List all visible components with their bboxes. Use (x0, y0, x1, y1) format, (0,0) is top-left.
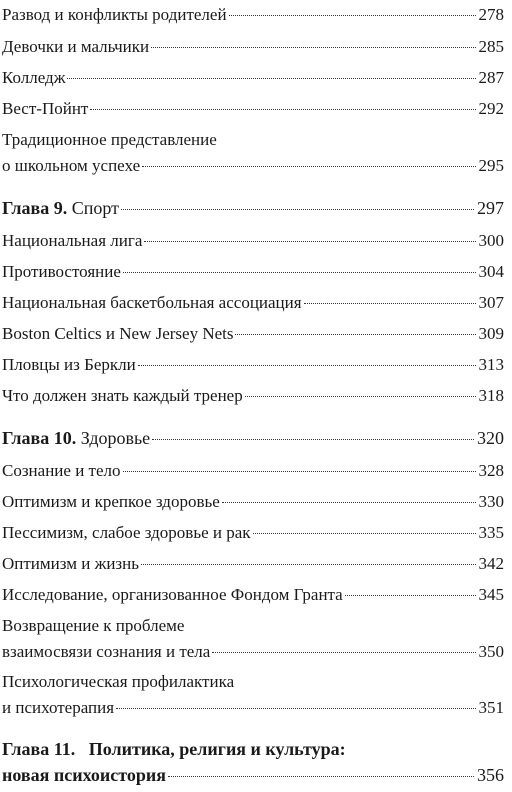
dot-leader (235, 334, 475, 335)
chapter-title: Спорт (71, 198, 120, 218)
toc-entry-title: Национальная баскетбольная ассоциация (2, 293, 302, 312)
toc-entry-page: 345 (478, 585, 504, 604)
toc-entry (2, 2, 504, 28)
toc-entry-page: 292 (478, 99, 504, 118)
toc-entry-title-line1: Традиционное представление (2, 130, 217, 149)
toc-entry (2, 228, 504, 254)
toc-entry (2, 321, 504, 347)
toc-entry-page: 285 (478, 37, 504, 56)
toc-entry (2, 383, 504, 409)
toc-chapter-entry (2, 736, 504, 788)
toc-entry-page: 351 (478, 698, 504, 717)
toc-entry (2, 613, 504, 665)
dot-leader (121, 209, 474, 210)
toc-entry (2, 551, 504, 577)
toc-entry-page: 320 (477, 428, 504, 448)
toc-entry-page: 295 (478, 156, 504, 175)
toc-entry-page: 297 (477, 198, 504, 218)
chapter-label: Глава 11. (2, 739, 76, 759)
toc-entry (2, 352, 504, 378)
toc-entry-title: Девочки и мальчики (2, 37, 150, 56)
dot-leader (304, 303, 476, 304)
toc-entry (2, 34, 504, 60)
toc-entry-title: Boston Celtics и New Jersey Nets (2, 324, 234, 343)
dot-leader (152, 439, 474, 440)
toc-entry-page: 300 (478, 231, 504, 250)
toc-entry-page: 304 (478, 262, 504, 281)
toc-entry-page: 313 (478, 355, 504, 374)
toc-entry (2, 96, 504, 122)
toc-entry (2, 65, 504, 91)
dot-leader (151, 47, 475, 48)
toc-entry-page: 309 (478, 324, 504, 343)
toc-entry (2, 520, 504, 546)
toc-entry-title: Что должен знать каждый тренер (2, 386, 243, 405)
toc-entry-title: Национальная лига (2, 231, 143, 250)
toc-entry-title: Развод и конфликты родителей (2, 5, 227, 24)
dot-leader (253, 533, 476, 534)
toc-chapter-entry (2, 195, 504, 221)
toc-entry-title: Оптимизм и жизнь (2, 554, 139, 573)
toc-entry-page: 330 (478, 492, 504, 511)
toc-chapter-entry (2, 425, 504, 451)
toc-entry (2, 669, 504, 721)
toc-entry (2, 127, 504, 179)
toc-entry (2, 458, 504, 484)
toc-entry-page: 350 (478, 642, 504, 661)
toc-entry-title-line1: Психологическая профилактика (2, 672, 235, 691)
toc-entry-page: 342 (478, 554, 504, 573)
toc-entry-page: 356 (477, 765, 504, 785)
dot-leader (345, 595, 476, 596)
toc-entry-page: 335 (478, 523, 504, 542)
toc-entry (2, 489, 504, 515)
dot-leader (123, 471, 476, 472)
toc-entry-title: Вест-Пойнт (2, 99, 89, 118)
toc-entry (2, 290, 504, 316)
dot-leader (123, 272, 476, 273)
toc-entry-page: 307 (478, 293, 504, 312)
chapter-title: Здоровье (80, 428, 151, 448)
toc-entry-title: Оптимизм и крепкое здоровье (2, 492, 220, 511)
toc-entry-title: Противостояние (2, 262, 121, 281)
chapter-title-line1: Политика, религия и культура: (88, 739, 346, 759)
dot-leader (144, 241, 475, 242)
chapter-label: Глава 9. (2, 198, 68, 218)
dot-leader (212, 652, 475, 653)
dot-leader (67, 78, 475, 79)
dot-leader (116, 708, 475, 709)
toc-entry (2, 582, 504, 608)
dot-leader (229, 15, 476, 16)
toc-entry-title-line2: взаимосвязи сознания и тела (2, 642, 211, 661)
toc-entry-title: Пловцы из Беркли (2, 355, 136, 374)
toc-entry-title: Колледж (2, 68, 66, 87)
toc-entry-title-line2: о школьном успехе (2, 156, 141, 175)
dot-leader (222, 502, 476, 503)
toc-entry-title-line2: и психотерапия (2, 698, 115, 717)
toc-entry-title-line1: Возвращение к проблеме (2, 616, 185, 635)
toc-entry-page: 318 (478, 386, 504, 405)
toc-entry-page: 287 (478, 68, 504, 87)
toc-entry (2, 259, 504, 285)
toc-entry-page: 278 (478, 5, 504, 24)
dot-leader (245, 396, 476, 397)
chapter-label: Глава 10. (2, 428, 77, 448)
toc-entry-title: Исследование, организованное Фондом Гранта (2, 585, 343, 604)
dot-leader (90, 109, 475, 110)
dot-leader (142, 166, 475, 167)
chapter-title-line2: новая психоистория (2, 765, 167, 785)
toc-entry-title: Сознание и тело (2, 461, 121, 480)
dot-leader (168, 776, 474, 777)
toc-entry-title: Пессимизм, слабое здоровье и рак (2, 523, 251, 542)
dot-leader (141, 564, 476, 565)
dot-leader (138, 365, 476, 366)
toc-entry-page: 328 (478, 461, 504, 480)
